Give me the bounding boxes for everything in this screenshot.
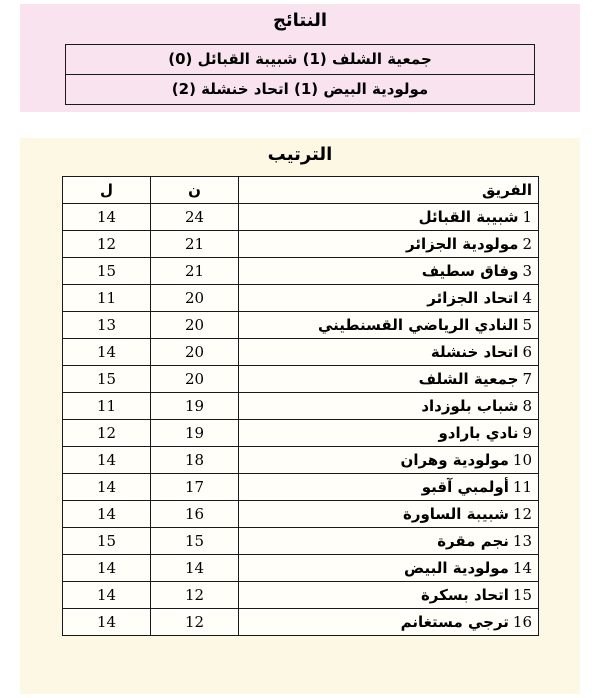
team-rank: 3 bbox=[522, 262, 532, 280]
team-cell bbox=[239, 609, 539, 636]
team-cell bbox=[239, 204, 539, 231]
table-row bbox=[63, 339, 539, 366]
played-cell: 11 bbox=[63, 285, 151, 312]
team-name: وفاق سطيف bbox=[421, 262, 519, 280]
points-cell: 20 bbox=[151, 366, 239, 393]
team-name: أولمبي آقبو bbox=[421, 478, 509, 496]
table-row bbox=[63, 393, 539, 420]
team-name: مولودية الجزائر bbox=[406, 235, 519, 253]
played-cell: 15 bbox=[63, 366, 151, 393]
team-cell bbox=[239, 555, 539, 582]
results-title: النتائج bbox=[272, 10, 328, 31]
table-row bbox=[63, 231, 539, 258]
played-cell: 14 bbox=[63, 501, 151, 528]
played-cell: 12 bbox=[63, 231, 151, 258]
team-name: نجم مقرة bbox=[437, 532, 509, 550]
team-rank: 2 bbox=[522, 235, 532, 253]
results-table bbox=[65, 44, 535, 105]
points-cell: 21 bbox=[151, 258, 239, 285]
team-rank: 12 bbox=[512, 505, 532, 523]
team-name: شباب بلوزداد bbox=[421, 397, 519, 415]
team-cell bbox=[239, 582, 539, 609]
standings-title: الترتيب bbox=[267, 144, 333, 165]
team-name: النادي الرياضي القسنطيني bbox=[318, 316, 519, 334]
match-row bbox=[66, 45, 535, 75]
played-cell: 14 bbox=[63, 339, 151, 366]
played-cell: 15 bbox=[63, 528, 151, 555]
table-row bbox=[63, 555, 539, 582]
team-name: جمعية الشلف bbox=[418, 370, 519, 388]
team-cell bbox=[239, 312, 539, 339]
team-cell bbox=[239, 393, 539, 420]
points-cell: 15 bbox=[151, 528, 239, 555]
played-cell: 12 bbox=[63, 420, 151, 447]
team-name: شبيبة القبائل bbox=[418, 208, 519, 226]
standings-table bbox=[62, 176, 539, 636]
team-cell bbox=[239, 420, 539, 447]
team-cell bbox=[239, 447, 539, 474]
played-cell: 14 bbox=[63, 204, 151, 231]
team-cell bbox=[239, 366, 539, 393]
team-rank: 16 bbox=[512, 613, 532, 631]
team-cell bbox=[239, 501, 539, 528]
points-cell: 20 bbox=[151, 312, 239, 339]
played-cell: 14 bbox=[63, 555, 151, 582]
table-row bbox=[63, 447, 539, 474]
points-cell: 20 bbox=[151, 339, 239, 366]
team-rank: 4 bbox=[522, 289, 532, 307]
points-cell: 16 bbox=[151, 501, 239, 528]
played-cell: 13 bbox=[63, 312, 151, 339]
points-cell: 19 bbox=[151, 393, 239, 420]
played-cell: 14 bbox=[63, 474, 151, 501]
match-row bbox=[66, 75, 535, 105]
team-name: اتحاد الجزائر bbox=[427, 289, 519, 307]
points-cell: 14 bbox=[151, 555, 239, 582]
standings-body bbox=[63, 204, 539, 636]
table-row bbox=[63, 204, 539, 231]
points-cell: 12 bbox=[151, 582, 239, 609]
header-team: الفريق bbox=[239, 177, 539, 204]
team-rank: 15 bbox=[512, 586, 532, 604]
team-name: ترجي مستغانم bbox=[400, 613, 509, 631]
team-name: مولودية وهران bbox=[400, 451, 509, 469]
team-rank: 8 bbox=[522, 397, 532, 415]
table-row bbox=[63, 474, 539, 501]
results-panel bbox=[20, 4, 580, 112]
team-rank: 9 bbox=[522, 424, 532, 442]
team-rank: 1 bbox=[522, 208, 532, 226]
played-cell: 11 bbox=[63, 393, 151, 420]
team-rank: 5 bbox=[522, 316, 532, 334]
played-cell: 14 bbox=[63, 582, 151, 609]
team-name: نادي بارادو bbox=[438, 424, 519, 442]
table-row bbox=[63, 420, 539, 447]
played-cell: 15 bbox=[63, 258, 151, 285]
table-row bbox=[63, 285, 539, 312]
team-name: اتحاد خنشلة bbox=[430, 343, 519, 361]
team-cell bbox=[239, 285, 539, 312]
points-cell: 18 bbox=[151, 447, 239, 474]
team-cell bbox=[239, 339, 539, 366]
team-cell bbox=[239, 258, 539, 285]
table-row bbox=[63, 582, 539, 609]
team-cell bbox=[239, 474, 539, 501]
table-row bbox=[63, 258, 539, 285]
points-cell: 17 bbox=[151, 474, 239, 501]
table-row bbox=[63, 312, 539, 339]
standings-header-row bbox=[63, 177, 539, 204]
header-points: ن bbox=[151, 177, 239, 204]
team-cell bbox=[239, 231, 539, 258]
table-row bbox=[63, 366, 539, 393]
table-row bbox=[63, 501, 539, 528]
table-row bbox=[63, 528, 539, 555]
points-cell: 19 bbox=[151, 420, 239, 447]
team-rank: 11 bbox=[512, 478, 532, 496]
points-cell: 12 bbox=[151, 609, 239, 636]
team-cell bbox=[239, 528, 539, 555]
team-rank: 7 bbox=[522, 370, 532, 388]
points-cell: 24 bbox=[151, 204, 239, 231]
header-played: ل bbox=[63, 177, 151, 204]
standings-panel bbox=[20, 138, 580, 694]
team-rank: 6 bbox=[522, 343, 532, 361]
played-cell: 14 bbox=[63, 447, 151, 474]
table-row bbox=[63, 609, 539, 636]
match-result: مولودية البيض (1) اتحاد خنشلة (2) bbox=[66, 75, 535, 105]
team-rank: 13 bbox=[512, 532, 532, 550]
team-name: شبيبة الساورة bbox=[402, 505, 509, 523]
team-rank: 14 bbox=[512, 559, 532, 577]
team-name: اتحاد بسكرة bbox=[420, 586, 509, 604]
played-cell: 14 bbox=[63, 609, 151, 636]
match-result: جمعية الشلف (1) شبيبة القبائل (0) bbox=[66, 45, 535, 75]
points-cell: 21 bbox=[151, 231, 239, 258]
team-name: مولودية البيض bbox=[404, 559, 509, 577]
team-rank: 10 bbox=[512, 451, 532, 469]
points-cell: 20 bbox=[151, 285, 239, 312]
